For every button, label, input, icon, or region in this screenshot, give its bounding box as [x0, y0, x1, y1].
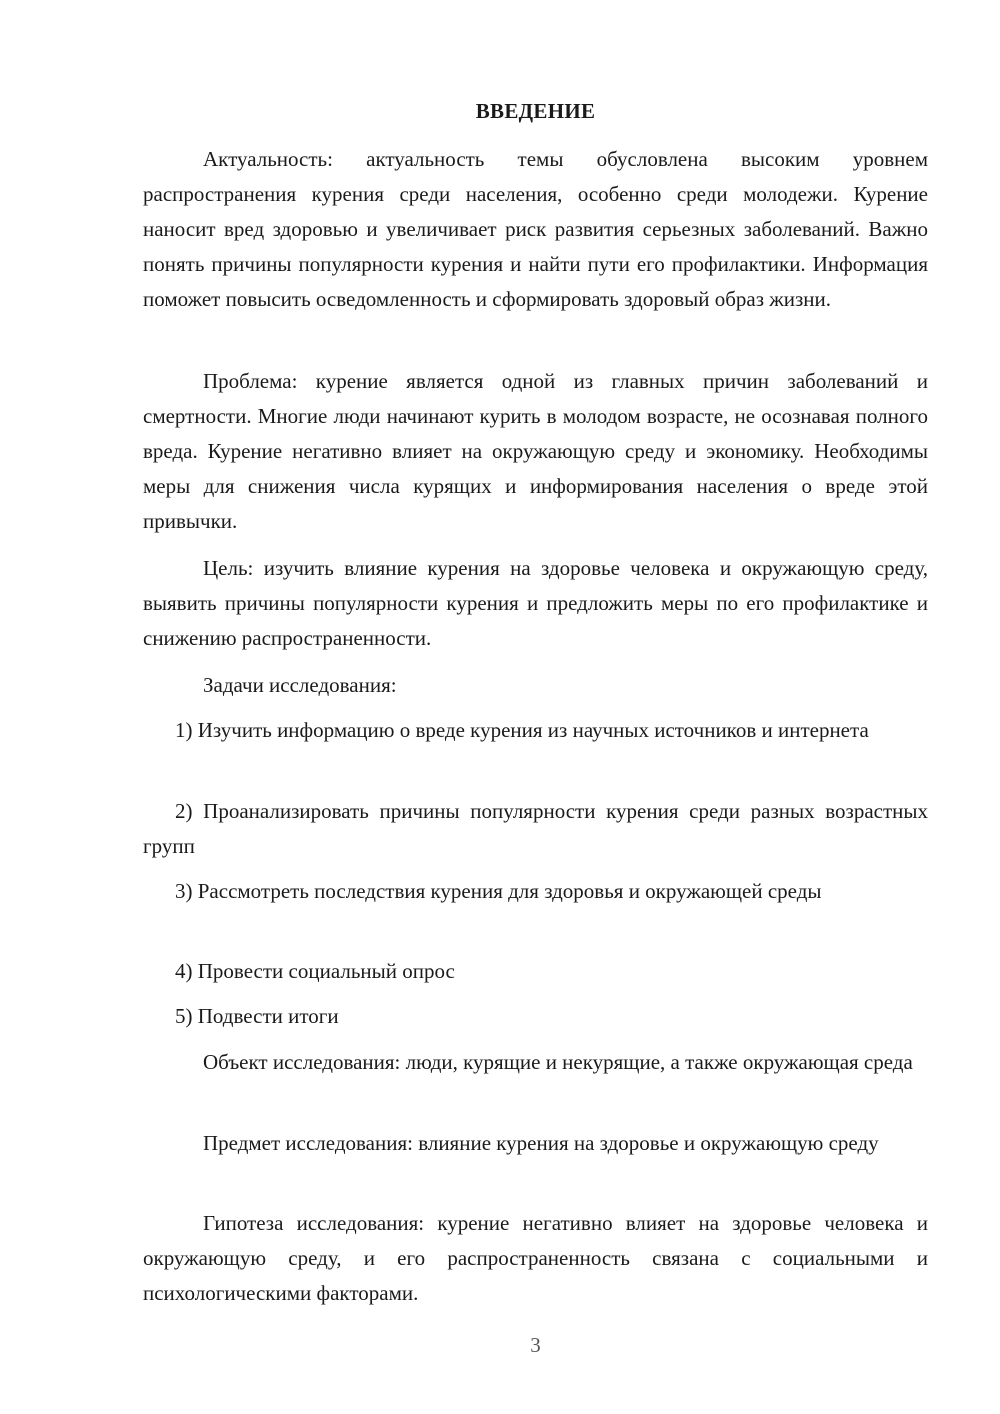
task-item-3: 3) Рассмотреть последствия курения для здоровья и окружающей среды: [175, 879, 822, 903]
goal-paragraph: Цель: изучить влияние курения на здоровье человека и окружающую среду, выявить причины популярности курения и предложить меры по его профилактике и снижению распространенности.: [143, 556, 928, 650]
subject-paragraph: Предмет исследования: влияние курения на здоровье и окружающую среду: [203, 1131, 879, 1155]
page-number: 3: [530, 1333, 541, 1357]
object-paragraph: Объект исследования: люди, курящие и некурящие, а также окружающая среда: [203, 1050, 913, 1074]
task-item-2: 2) Проанализировать причины популярности курения среди разных возрастных групп: [143, 799, 928, 858]
task-item-4: 4) Провести социальный опрос: [175, 959, 455, 983]
hypothesis-paragraph: Гипотеза исследования: курение негативно влияет на здоровье человека и окружающую среду, и его распространенность связана с социальными и психологическими факторами.: [143, 1211, 928, 1305]
page-title: ВВЕДЕНИЕ: [475, 99, 596, 123]
problem-paragraph: Проблема: курение является одной из главных причин заболеваний и смертности. Многие люди начинают курить в молодом возрасте, не осознавая полного вреда. Курение негативно влияет на окружающую среду и экономику. Необходимы меры для снижения числа курящих и информирования населения о вреде этой привычки.: [143, 369, 928, 533]
tasks-heading: Задачи исследования:: [203, 673, 397, 697]
task-item-5: 5) Подвести итоги: [175, 1004, 339, 1028]
relevance-paragraph: Актуальность: актуальность темы обусловлена высоким уровнем распространения курения среди населения, особенно среди молодежи. Курение наносит вред здоровью и увеличивает риск развития серьезных заболеваний. Важно понять причины популярности курения и найти пути его профилактики. Информация поможет повысить осведомленность и сформировать здоровый образ жизни.: [143, 147, 928, 311]
task-item-1: 1) Изучить информацию о вреде курения из научных источников и интернета: [175, 718, 869, 742]
